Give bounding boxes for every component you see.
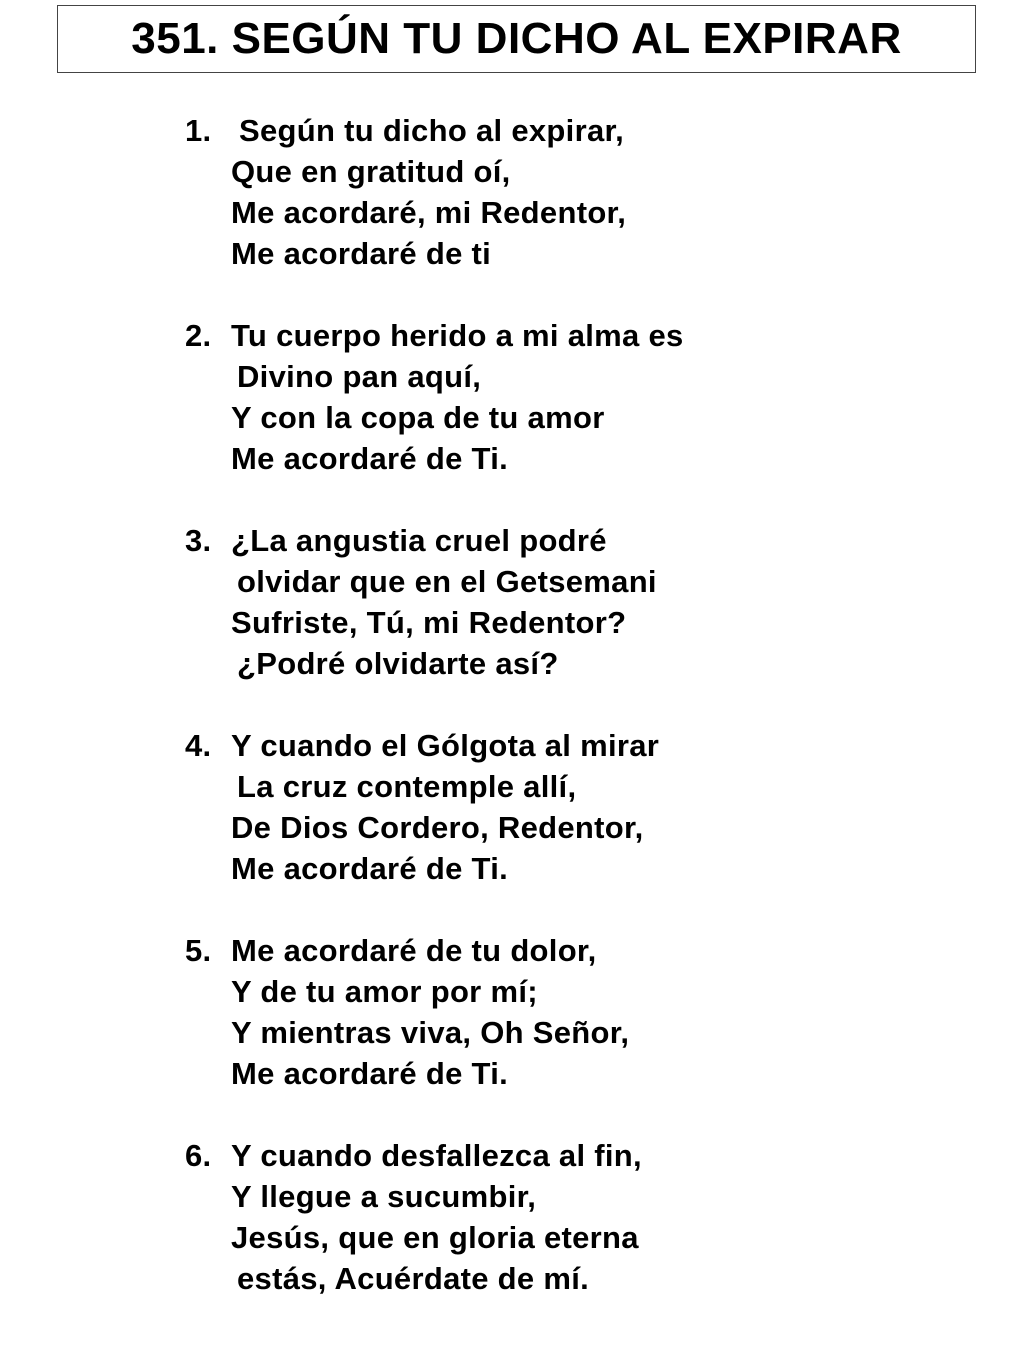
verse-number: 5.	[185, 933, 212, 968]
verse-line: Sufriste, Tú, mi Redentor?	[231, 605, 627, 640]
verse-line: Me acordaré de Ti.	[231, 441, 509, 476]
verse-number: 2.	[185, 318, 212, 353]
verse-line: Y llegue a sucumbir,	[231, 1179, 537, 1214]
verse-line: estás, Acuérdate de mí.	[237, 1261, 590, 1296]
verse-2	[185, 315, 985, 479]
verse-number: 4.	[185, 728, 212, 763]
verse-line	[185, 520, 985, 561]
verse-line: Divino pan aquí,	[237, 359, 482, 394]
verse-3	[185, 520, 985, 684]
verse-line: Jesús, que en gloria eterna	[231, 1220, 639, 1255]
verse-6	[185, 1135, 985, 1299]
verse-line	[185, 930, 985, 971]
verse-line: Me acordaré de ti	[231, 236, 492, 271]
verse-line: Me acordaré de Ti.	[231, 851, 509, 886]
verse-5	[185, 930, 985, 1094]
verse-number: 3.	[185, 523, 212, 558]
verse-line	[185, 110, 985, 151]
verse-line: ¿Podré olvidarte así?	[237, 646, 559, 681]
verse-line: Y de tu amor por mí;	[231, 974, 538, 1009]
verse-text: Según tu dicho al expirar,	[239, 113, 625, 148]
verse-line: Que en gratitud oí,	[231, 154, 511, 189]
hymn-title-box	[57, 5, 976, 73]
verse-text: Me acordaré de tu dolor,	[231, 933, 597, 968]
verse-number: 6.	[185, 1138, 212, 1173]
verse-line: De Dios Cordero, Redentor,	[231, 810, 644, 845]
verse-1	[185, 110, 985, 274]
verse-4	[185, 725, 985, 889]
verse-text: Y cuando el Gólgota al mirar	[231, 728, 660, 763]
verse-line: Y con la copa de tu amor	[231, 400, 605, 435]
verse-line: olvidar que en el Getsemani	[237, 564, 657, 599]
verse-line	[185, 725, 985, 766]
verse-line: La cruz contemple allí,	[237, 769, 577, 804]
verse-number: 1.	[185, 113, 212, 148]
verse-list	[185, 110, 985, 1340]
verse-line: Me acordaré de Ti.	[231, 1056, 509, 1091]
verse-line: Me acordaré, mi Redentor,	[231, 195, 627, 230]
verse-line	[185, 315, 985, 356]
verse-line	[185, 1135, 985, 1176]
verse-text: Y cuando desfallezca al fin,	[231, 1138, 642, 1173]
verse-text: Tu cuerpo herido a mi alma es	[231, 318, 684, 353]
verse-text: ¿La angustia cruel podré	[231, 523, 607, 558]
hymn-title: 351. SEGÚN TU DICHO AL EXPIRAR	[131, 14, 902, 63]
verse-line: Y mientras viva, Oh Señor,	[231, 1015, 630, 1050]
